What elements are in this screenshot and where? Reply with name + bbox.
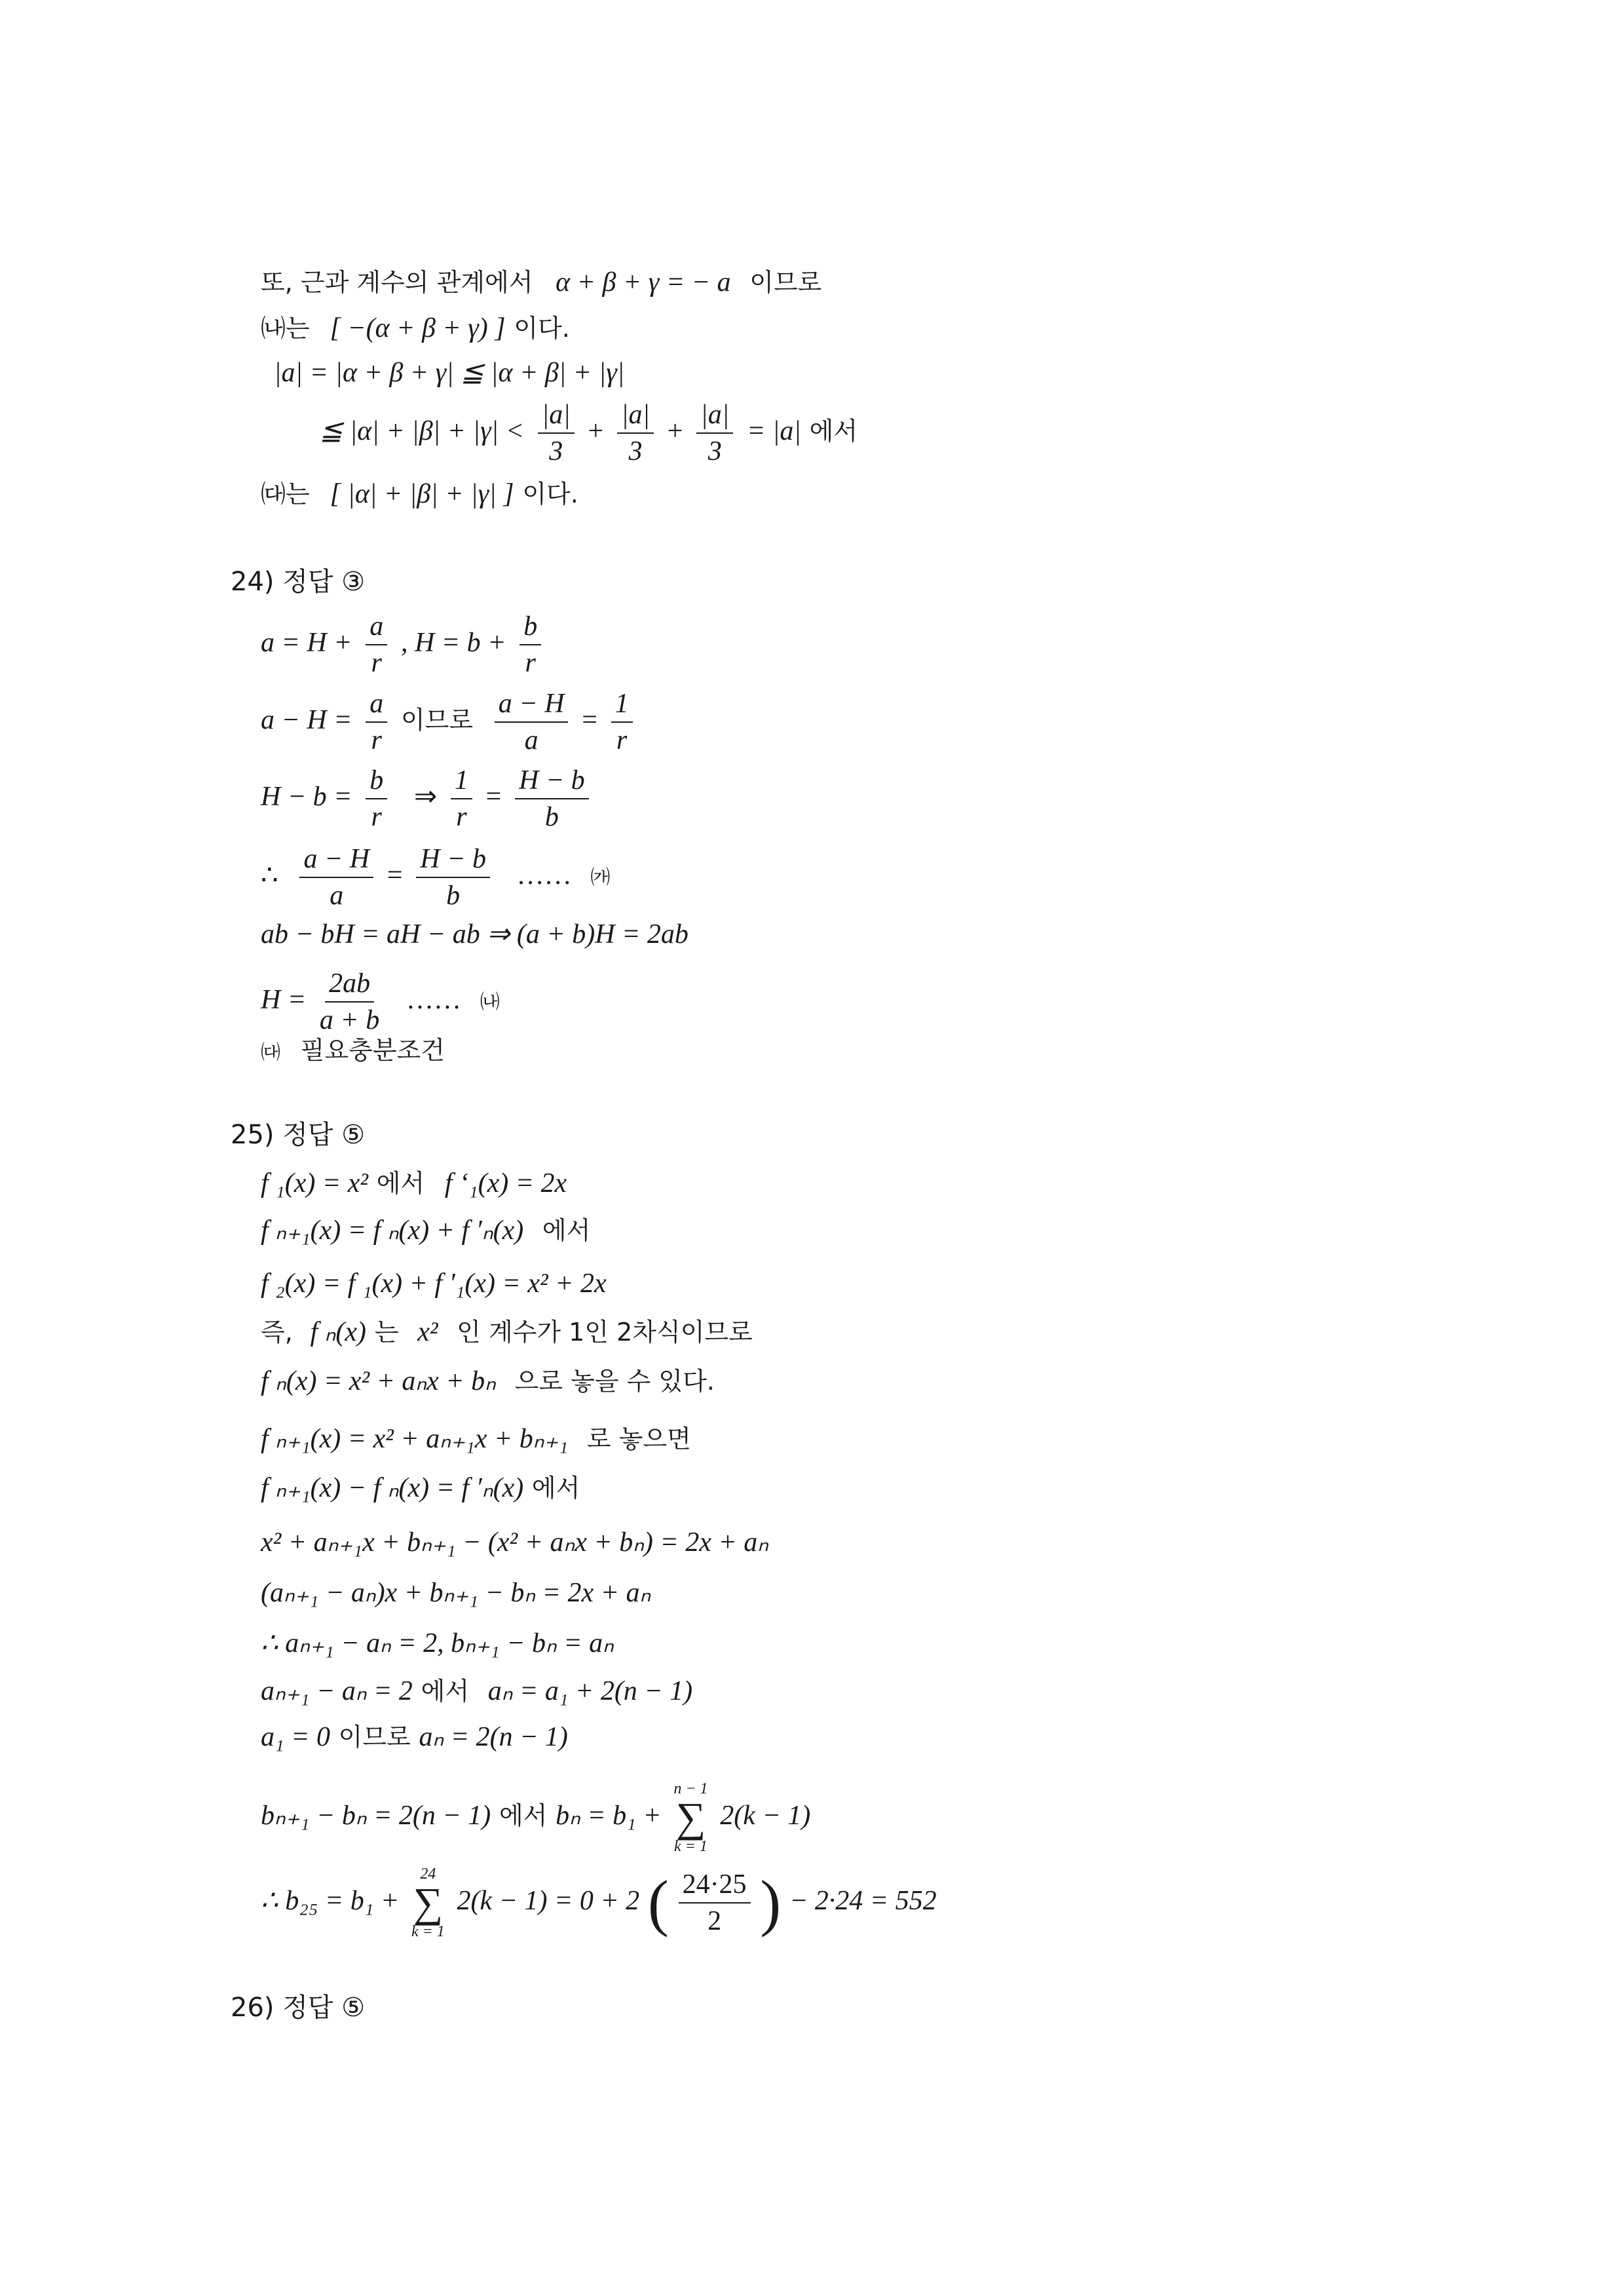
q25-line8	[261, 1529, 768, 1556]
fraction: $\frac{2ab}{a + b}$	[319, 968, 380, 1035]
right-paren: )	[760, 1867, 782, 1938]
q25-math: x²	[417, 1317, 438, 1347]
q24-text: 이므로	[400, 706, 474, 735]
q25-text: 이므로	[338, 1723, 411, 1751]
q25-line5	[261, 1368, 715, 1395]
q24-math: a = H +	[261, 628, 352, 658]
fraction: $\frac{|a|}{3}$	[538, 401, 575, 465]
q24-math: H =	[261, 985, 307, 1015]
q25-math: aₙ = 2(n − 1)	[419, 1722, 568, 1752]
q25-text: 즉,	[261, 1318, 293, 1347]
q25-math: ∴ b₂₅ = b₁ +	[261, 1886, 400, 1916]
summation: 24 ∑ k = 1	[411, 1866, 445, 1940]
s23-text: 이므로	[749, 268, 822, 297]
s23-line3	[274, 359, 624, 387]
q25-line14	[261, 1866, 937, 1940]
equals-sign: =	[582, 705, 597, 735]
q25-text: 에서	[421, 1677, 470, 1706]
s23-math: |a| = |α + β + γ| ≦ |α + β| + |γ|	[274, 358, 625, 388]
q25-text: 으로 놓을 수 있다.	[514, 1367, 715, 1396]
q24-math: , H = b +	[400, 628, 506, 658]
s23-line5	[261, 480, 578, 508]
fraction: $\frac{24\cdot 25}{2}$	[679, 1871, 751, 1935]
q24-line4	[261, 845, 610, 909]
q24-math: H − b =	[261, 782, 352, 812]
q25-math: x² + aₙ₊₁x + bₙ₊₁ − (x² + aₙx + bₙ) = 2x + aₙ	[261, 1527, 768, 1558]
s23-math: [ −(α + β + γ) ]	[330, 313, 506, 343]
q25-math: − 2·24 = 552	[789, 1886, 937, 1916]
q25-math: f ₂(x) = f ₁(x) + f ′₁(x) = x² + 2x	[261, 1269, 607, 1299]
q25-text: 로 놓으면	[586, 1425, 691, 1453]
q25-heading: 25) 정답 ⑤	[231, 1120, 366, 1150]
left-paren: (	[647, 1867, 669, 1938]
s23-math: = |a|	[746, 416, 801, 446]
fraction: $\frac{a}{r}$	[366, 613, 387, 677]
q25-math: f ₙ₊₁(x) − f ₙ(x) = f ′ₙ(x)	[261, 1473, 524, 1503]
q25-math: ∴ aₙ₊₁ − aₙ = 2, bₙ₊₁ − bₙ = aₙ	[261, 1628, 614, 1658]
q24-heading: 24) 정답 ③	[231, 567, 366, 597]
implies-arrow: ⇒	[413, 782, 438, 812]
s23-math: ≦ |α| + |β| + |γ| <	[320, 416, 525, 446]
q25-math: f ₙ(x)	[310, 1317, 367, 1347]
q24-math: ab − bH = aH − ab ⇒ (a + b)H = 2ab	[261, 919, 689, 949]
q25-text: 에서	[531, 1474, 580, 1502]
s23-text: 또, 근과 계수의 관계에서	[261, 268, 533, 297]
q25-line11	[261, 1677, 692, 1705]
q25-text: 에서	[542, 1216, 591, 1245]
q25-math: f ‘₁(x) = 2x	[444, 1168, 567, 1198]
q25-text: 인 계수가 1인 2차식이므로	[457, 1318, 753, 1347]
q25-line9	[261, 1579, 651, 1607]
s23-text: 이다.	[522, 480, 578, 508]
fraction: $\frac{a}{r}$	[366, 690, 387, 754]
q25-math: bₙ = b₁ +	[556, 1801, 662, 1831]
q25-math: bₙ₊₁ − bₙ = 2(n − 1)	[261, 1801, 491, 1831]
equals-sign: =	[485, 782, 502, 812]
q25-line3	[261, 1270, 607, 1297]
s23-line2	[261, 315, 570, 342]
ellipsis: ……	[516, 860, 572, 890]
s23-line1	[261, 269, 821, 296]
s23-math: [ |α| + |β| + |γ| ]	[330, 479, 514, 509]
q25-math: f ₁(x) = x²	[261, 1168, 368, 1198]
q25-math: 2(k − 1) = 0 + 2	[457, 1886, 640, 1916]
s23-text: 이다.	[514, 314, 570, 343]
label-na: ㈏	[480, 991, 500, 1014]
q25-math: (aₙ₊₁ − aₙ)x + bₙ₊₁ − bₙ = 2x + aₙ	[261, 1578, 651, 1608]
q24-line3	[261, 767, 594, 831]
fraction: $\frac{1}{r}$	[451, 767, 472, 831]
q26-heading: 26) 정답 ⑤	[231, 1993, 366, 2023]
q24-line2	[261, 690, 638, 754]
q25-text: 는	[374, 1318, 399, 1347]
q25-line10	[261, 1630, 614, 1657]
fraction: $\frac{H - b}{b}$	[416, 845, 490, 909]
q25-math: f ₙ₊₁(x) = x² + aₙ₊₁x + bₙ₊₁	[261, 1424, 569, 1454]
q25-line6	[261, 1425, 691, 1453]
q24-text: 필요충분조건	[300, 1036, 445, 1065]
s23-math: α + β + γ = − a	[556, 267, 731, 297]
ellipsis: ……	[406, 985, 461, 1015]
label-na: ㈏는	[261, 314, 310, 343]
q25-math: 2(k − 1)	[720, 1801, 811, 1831]
q24-line7	[261, 1037, 445, 1063]
q25-line1	[261, 1170, 567, 1197]
q25-math: aₙ₊₁ − aₙ = 2	[261, 1676, 413, 1706]
fraction: $\frac{a - H}{a}$	[299, 845, 373, 909]
q25-line7	[261, 1474, 580, 1502]
q25-math: f ₙ₊₁(x) = f ₙ(x) + f ′ₙ(x)	[261, 1215, 524, 1246]
therefore-symbol: ∴	[261, 860, 278, 890]
label-da: ㈐는	[261, 480, 310, 508]
fraction: $\frac{H - b}{b}$	[515, 767, 589, 831]
q24-line6	[261, 970, 500, 1034]
fraction: $\frac{|a|}{3}$	[696, 401, 733, 465]
equals-sign: =	[387, 860, 403, 890]
q24-line5	[261, 921, 689, 948]
fraction: $\frac{b}{r}$	[519, 613, 541, 677]
q25-line4	[261, 1318, 753, 1346]
q25-math: a₁ = 0	[261, 1722, 330, 1752]
plus-sign: +	[588, 416, 604, 446]
fraction: $\frac{|a|}{3}$	[617, 401, 654, 465]
q24-line1	[261, 613, 546, 677]
q25-text: 에서	[376, 1169, 425, 1198]
fraction: $\frac{1}{r}$	[611, 690, 633, 754]
s23-line4	[320, 401, 858, 465]
fraction: $\frac{a - H}{a}$	[495, 690, 569, 754]
q25-math: f ₙ(x) = x² + aₙx + bₙ	[261, 1366, 496, 1396]
q25-line12	[261, 1723, 568, 1751]
s23-text: 에서	[809, 417, 858, 446]
label-da: ㈐	[261, 1041, 280, 1064]
label-ga: ㈎	[590, 866, 611, 889]
q25-line13	[261, 1781, 810, 1854]
fraction: $\frac{b}{r}$	[366, 767, 387, 831]
summation: n − 1 ∑ k = 1	[673, 1780, 708, 1855]
plus-sign: +	[667, 416, 683, 446]
q25-text: 에서	[499, 1801, 548, 1830]
q25-line2	[261, 1217, 590, 1244]
q25-math: aₙ = a₁ + 2(n − 1)	[487, 1676, 693, 1706]
q24-math: a − H =	[261, 705, 352, 735]
